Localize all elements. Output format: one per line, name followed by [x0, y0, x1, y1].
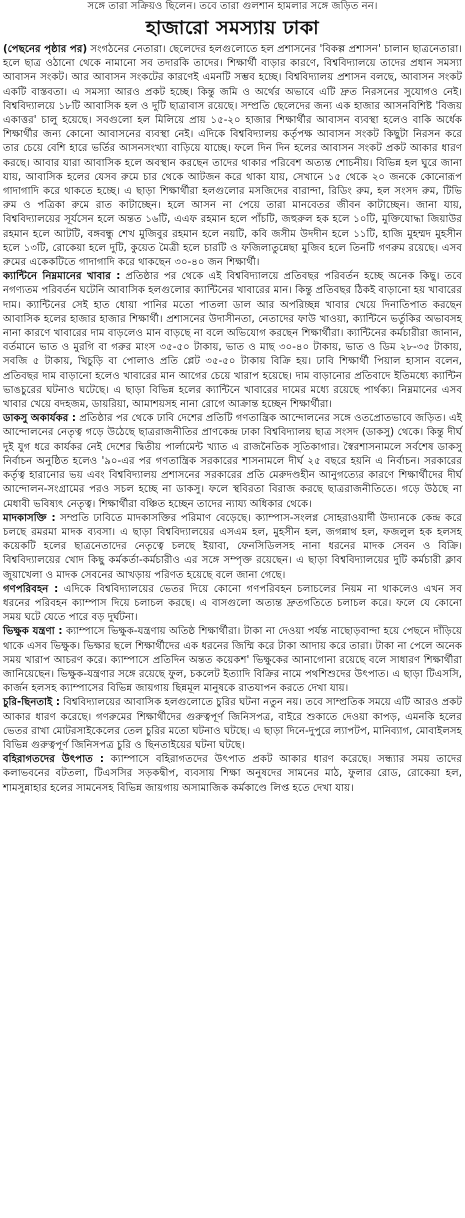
- section-ducsu: [3, 412, 462, 511]
- section-public-transport: [3, 583, 462, 626]
- paragraph-text: এদিকে বিশ্ববিদ্যালয়ের ভেতর দিয়ে কোনো গণপরিবহন চলাচলের নিয়ম না থাকলেও এখন সব ধরনের পরিবহন ক্যাম্পাস দিয়ে চলাচল করছে। এ বাসগুলো অত্যন্ত দ্রুতগতিতে চলাচল করে। ফলে যে কোনো সময় ঘটে যেতে পারে বড় দুর্ঘটনা।: [3, 583, 463, 624]
- paragraph-text: ক্যাম্পাসে ভিক্ষুক-যন্ত্রণায় অতিষ্ঠ শিক্ষার্থীরা। টাকা না দেওয়া পর্যন্ত নাছোড়বান্দা হয়ে পেছনে দাঁড়িয়ে থাকে এসব ভিক্ষুক। ভিক্ষার ছলে শিক্ষার্থীদের এক ধরনের জিম্মি করে টাকা আদায় করে তারা। টাকা না পেলে অনেক সময় খারাপ আচরণ করে। ক্যাম্পাসে প্রতিদিন অন্তত কয়েকশ' ভিক্ষুকের আনাগোনা রয়েছে বলে সাধারণ শিক্ষার্থীরা জানিয়েছেন। ভিক্ষুক-যন্ত্রণার সঙ্গে রয়েছে ফুল, চকলেট ইত্যাদি বিক্রির নামে পথশিশুদের উৎপাত। এ ছাড়া টিএসসি, কার্জন হলসহ ক্যাম্পাসের বিভিন্ন জায়গায় ছিন্নমূল মানুষকে রাতযাপন করতে দেখা যায়।: [3, 626, 462, 695]
- section-heading: গণপরিবহন :: [3, 583, 59, 595]
- section-canteen: [3, 270, 462, 412]
- section-drug-addiction: [3, 512, 462, 583]
- previous-article-fragment: সঙ্গে তারা সক্রিয়ও ছিলেন। তবে তারা গুলশান হামলার সঙ্গে জড়িত নন।: [87, 1, 378, 12]
- intro-paragraph: [3, 43, 462, 270]
- article-body: [3, 43, 462, 796]
- paragraph-text: সম্প্রতি ঢাবিতে মাদকাসক্তির পরিমাণ বেড়েছে। ক্যাম্পাস-সংলগ্ন সোহরাওয়ার্দী উদ্যানকে কেন্দ্র করে চলছে রমরমা মাদক ব্যবসা। এ ছাড়া বিশ্ববিদ্যালয়ের এসএম হল, মুহসীন হল, জগন্নাথ হল, ফজলুল হক হলসহ কয়েকটি হলের ছাত্রনেতাদের নেতৃত্বে চলছে ইয়াবা, ফেনসিডিলসহ নানা ধরনের মাদক সেবন ও বিক্রি। বিশ্ববিদ্যালয়ের খোদ কিছু কর্মকর্তা-কর্মচারীও এর সঙ্গে সম্পৃক্ত রয়েছেন। এ ছাড়া বিশ্ববিদ্যালয়ের দুটি কর্মচারী ক্লাব জুয়াখেলা ও মাদক সেবনের আখড়ায় পরিণত হয়েছে বলে জানা গেছে।: [3, 512, 462, 581]
- paragraph-text: বিশ্ববিদ্যালয়ের আবাসিক হলগুলোতে চুরির ঘটনা নতুন নয়। তবে সাম্প্রতিক সময়ে এটি আরও প্রকট আকার ধারণ করেছে। গণরুমের শিক্ষার্থীদের গুরুত্বপূর্ণ জিনিসপত্র, বাইরে শুকাতে দেওয়া কাপড়, এমনকি হলের ভেতর রাখা মোটরসাইকেলের তেল চুরির মতো ঘটনাও ঘটছে। এ ছাড়া দিনে-দুপুরে ল্যাপটপ, মানিব্যাগ, মোবাইলসহ বিভিন্ন গুরুত্বপূর্ণ জিনিসপত্র চুরি ও ছিনতাইয়ের ঘটনা ঘটছে।: [3, 697, 462, 751]
- section-outsiders: [3, 753, 462, 796]
- article-headline: হাজারো সমস্যায় ঢাকা: [145, 17, 320, 39]
- section-beggars: [3, 625, 462, 696]
- section-theft: [3, 696, 462, 753]
- paragraph-text: প্রতিষ্ঠার পর থেকে ঢাবি দেশের প্রতিটি গণতান্ত্রিক আন্দোলনের সঙ্গে ওতপ্রোতভাবে জড়িত। এই আন্দোলনের নেতৃত্ব গড়ে উঠেছে ছাত্ররাজনীতির প্রাণকেন্দ্র ঢাকা বিশ্ববিদ্যালয় ছাত্র সংসদ (ডাকসু) থেকে। কিন্তু দীর্ঘ দুই যুগ ধরে কার্যকর নেই দেশের দ্বিতীয় পার্লামেন্ট খ্যাত এ রাজনৈতিক সূতিকাগার। স্বৈরশাসনামলে সর্বশেষ ডাকসু নির্বাচন অনুষ্ঠিত হলেও '৯০-এর পর গণতান্ত্রিক সরকারের শাসনামলে দীর্ঘ ২৫ বছরে হয়নি এ নির্বাচন। সরকারের কর্তৃত্ব হারানোর ভয় এবং বিশ্ববিদ্যালয় প্রশাসনের সরকারের প্রতি মেরুদণ্ডহীন আনুগত্যের কারণে শিক্ষার্থীদের দীর্ঘ আন্দোলন-সংগ্রামের পরও সচল হচ্ছে না ডাকসু। ফলে স্থবিরতা বিরাজ করছে ছাত্ররাজনীতিতে। গড়ে উঠছে না মেধাবী ভবিষ্যৎ নেতৃত্ব। শিক্ষার্থীরা বঞ্চিত হচ্ছেন তাদের ন্যায্য অধিকার থেকে।: [3, 413, 462, 510]
- section-heading: ভিক্ষুক যন্ত্রণা :: [3, 626, 63, 638]
- paragraph-text: সংগঠনের নেতারা। ছেলেদের হলগুলোতে হল প্রশাসনের 'বিকল্প প্রশাসন' চালান ছাত্রনেতারা। হলে ছাত্র ওঠানো থেকে নামানো সব তদারকি তাদের। শিক্ষার্থী বাড়ার কারণে, বিশ্ববিদ্যালয়ে তাদের প্রধান সমস্যা আবাসন সংকট। আর আবাসন সংকটের কারণেই এমনটি সম্ভব হচ্ছে। বিশ্ববিদ্যালয় প্রশাসন বলছে, আবাসন সংকট একটি বাস্তবতা। এ সমস্যা আরও প্রকট হচ্ছে। কিন্তু জমি ও অর্থের অভাবে এটি দ্রুত নিরসনের সুযোগও নেই। বিশ্ববিদ্যালয়ে ১৮টি আবাসিক হল ও দুটি ছাত্রাবাস রয়েছে। সম্প্রতি ছেলেদের জন্য এক হাজার আসনবিশিষ্ট 'বিজয় একাত্তর' চালু হয়েছে। সবগুলো হল মিলিয়ে প্রায় ১৫-২০ হাজার শিক্ষার্থীর আবাসন ব্যবস্থা হলেও বাকি অর্ধেক শিক্ষার্থীর জন্য কোনো আবাসনের ব্যবস্থা নেই। এদিকে বিশ্ববিদ্যালয় কর্তৃপক্ষ আবাসন সংকট কিছুটা নিরসন করে তার চেয়ে বেশি হারে ভর্তির আসনসংখ্যা বাড়িয়ে যাচ্ছে। ফলে দিন দিন হলের আবাসন সংকট প্রকট আকার ধারণ করছে। আবার যারা আবাসিক হলে অবস্থান করছেন তাদের থাকার পরিবেশ অত্যন্ত শোচনীয়। বিভিন্ন হল ঘুরে জানা যায়, আবাসিক হলের যেসব রুমে চার থেকে আটজন করে থাকা যায়, সেখানে ১৫ থেকে ২০ জনকে কোনোরূপ গাদাগাদি করে থাকতে হচ্ছে। এ ছাড়া শিক্ষার্থীরা হলগুলোর মসজিদের বারান্দা, রিডিং রুম, হল সংসদ রুম, টিভি রুম ও পত্রিকা রুমে রাত কাটাচ্ছেন। হলে আসন না পেয়ে তারা মানবেতর জীবন কাটাচ্ছেন। জানা যায়, বিশ্ববিদ্যালয়ের সূর্যসেন হলে অন্তত ১৬টি, এএফ রহমান হলে পাঁচটি, জহুরুল হক হলে ১০টি, মুক্তিযোদ্ধা জিয়াউর রহমান হলে আটটি, বঙ্গবন্ধু শেখ মুজিবুর রহমান হলে নয়টি, কবি জসীম উদদীন হলে ১১টি, হাজি মুহম্মদ মুহসীন হলে ১৩টি, রোকেয়া হলে দুটি, কুয়েত মৈত্রী হলে চারটি ও ফজিলাতুন্নেছা মুজিব হলে তিনটি গণরুম রয়েছে। এসব রুমের একেকটিতে গাদাগাদি করে থাকছেন ৩০-৪০ জন শিক্ষার্থী।: [3, 44, 462, 269]
- paragraph-text: ক্যাম্পাসে বহিরাগতদের উৎপাত প্রকট আকার ধারণ করেছে। সন্ধ্যার সময় তাদের কলাভবনের বটতলা, টিএসসির সড়কদ্বীপ, ব্যবসায় শিক্ষা অনুষদের সামনের মাঠ, ফুলার রোড, রোকেয়া হল, শামসুন্নাহার হলের সামনেসহ বিভিন্ন জায়গায় অসামাজিক কর্মকাণ্ডে লিপ্ত হতে দেখা যায়।: [3, 754, 462, 794]
- paragraph-text: প্রতিষ্ঠার পর থেকে এই বিশ্ববিদ্যালয়ে প্রতিবছর পরিবর্তন হচ্ছে অনেক কিছু। তবে নগণ্যতম পরিবর্তন ঘটেনি আবাসিক হলগুলোর ক্যান্টিনের খাবারের মান। কিন্তু প্রতিবছর ঠিকই বাড়ানো হয় খাবারের দাম। ক্যান্টিনের সেই হাত ধোয়া পানির মতো পাতলা ডাল আর অপরিচ্ছন্ন খাবার খেয়ে দিনাতিপাত করছেন আবাসিক হলের হাজার হাজার শিক্ষার্থী। প্রশাসনের উদাসীনতা, নেতাদের ফাউ খাওয়া, ক্যান্টিনে ভর্তুকির অভাবসহ নানা কারণে খাবারের দাম বাড়লেও মান বাড়ছে না বলে অভিযোগ করছেন শিক্ষার্থীরা। ক্যান্টিনের কর্মচারীরা জানান, বর্তমানে ভাত ও মুরগি বা গরুর মাংস ৩৫-৫০ টাকায়, ভাত ও মাছ ৩০-৪০ টাকায়, ভাত ও ডিম ২৮-৩৫ টাকায়, সবজি ৫ টাকায়, খিচুড়ি বা পোলাও প্রতি প্লেট ৩৫-৫০ টাকায় বিক্রি হয়। ঢাবি শিক্ষার্থী পিয়াল হাসান বলেন, প্রতিবছর দাম বাড়ানো হলেও খাবারের মান আগের চেয়ে খারাপ হয়েছে। দাম বাড়ানোর প্রতিবাদে ইতিমধ্যে ক্যান্টিন ভাঙচুরের ঘটনাও ঘটেছে। এ ছাড়া বিভিন্ন হলের ক্যান্টিনে খাবারের দামের মধ্যে রয়েছে পার্থক্য। নিম্নমানের এসব খাবার খেয়ে বদহজম, ডায়রিয়া, আমাশয়সহ নানা রোগে আক্রান্ত হচ্ছেন শিক্ষার্থীরা।: [3, 271, 462, 411]
- section-heading: ক্যান্টিনে নিম্নমানের খাবার :: [3, 271, 121, 283]
- section-heading: বহিরাগতদের উৎপাত :: [3, 754, 104, 766]
- section-heading: চুরি-ছিনতাই :: [3, 697, 60, 709]
- continued-from-label: (পেছনের পৃষ্ঠার পর): [3, 44, 88, 55]
- section-heading: ডাকসু অকার্যকর :: [3, 413, 77, 425]
- section-heading: মাদকাসক্তি :: [3, 512, 56, 524]
